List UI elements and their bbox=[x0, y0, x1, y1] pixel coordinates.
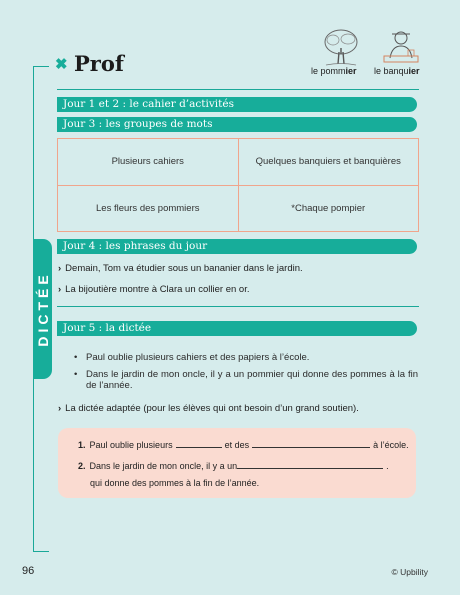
blank-field[interactable] bbox=[237, 459, 383, 469]
dictee-side-tab: DICTÉE bbox=[33, 239, 52, 379]
table-cell: Les fleurs des pommiers bbox=[58, 185, 239, 232]
page-title: Prof bbox=[74, 51, 124, 76]
cross-icon: ✖ bbox=[55, 56, 68, 73]
word-groups-table bbox=[57, 138, 419, 232]
frame-line-bottom bbox=[33, 551, 49, 552]
header-divider bbox=[57, 89, 419, 90]
list-item: • Dans le jardin de mon oncle, il y a un pommier qui donne des pommes à la fin de l’année. bbox=[70, 369, 418, 391]
adapted-dictee-note: › La dictée adaptée (pour les élèves qui ont besoin d’un grand soutien). bbox=[58, 403, 359, 414]
list-item: • Paul oublie plusieurs cahiers et des papiers à l’école. bbox=[70, 352, 418, 363]
dictee-list bbox=[70, 352, 418, 397]
banquier-label: le banquier bbox=[374, 66, 420, 76]
section-banner-jour-4: Jour 4 : les phrases du jour bbox=[57, 239, 417, 254]
section-divider bbox=[57, 306, 419, 307]
phrase-item: › Demain, Tom va étudier sous un bananier dans le jardin. bbox=[58, 263, 303, 274]
section-banner-jour-1-2: Jour 1 et 2 : le cahier d’activités bbox=[57, 97, 417, 112]
section-banner-jour-3: Jour 3 : les groupes de mots bbox=[57, 117, 417, 132]
table-cell: *Chaque pompier bbox=[238, 185, 419, 232]
page-number: 96 bbox=[22, 565, 35, 577]
apple-tree-icon bbox=[318, 28, 364, 68]
section-banner-jour-5: Jour 5 : la dictée bbox=[57, 321, 417, 336]
blank-field[interactable] bbox=[176, 438, 222, 448]
exercise-line-2: 2. Dans le jardin de mon oncle, il y a un . bbox=[78, 461, 389, 471]
exercise-line-1: 1. Paul oublie plusieurs et des à l’école. bbox=[78, 440, 409, 450]
copyright-text: © Upbility bbox=[391, 567, 428, 577]
exercise-line-3: qui donne des pommes à la fin de l’année. bbox=[90, 478, 260, 488]
table-cell: Quelques banquiers et banquières bbox=[238, 139, 419, 186]
pommier-label: le pommier bbox=[311, 66, 357, 76]
frame-line-top bbox=[33, 66, 49, 67]
table-cell: Plusieurs cahiers bbox=[58, 139, 239, 186]
blank-field[interactable] bbox=[252, 438, 370, 448]
phrase-item: › La bijoutière montre à Clara un collier en or. bbox=[58, 284, 250, 295]
banker-icon bbox=[378, 28, 424, 68]
